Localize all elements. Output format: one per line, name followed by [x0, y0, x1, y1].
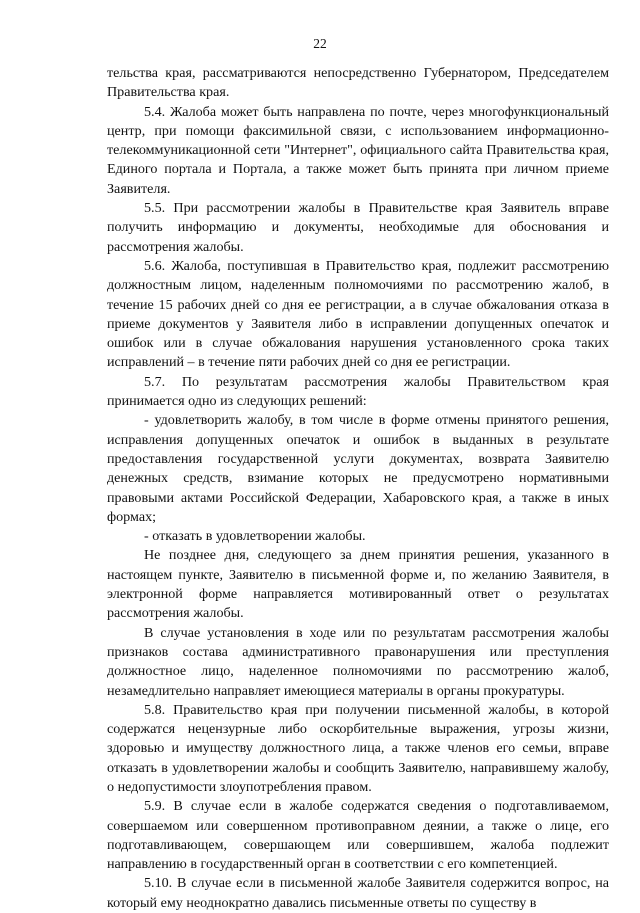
page-number: 22	[313, 36, 327, 51]
paragraph: 5.5. При рассмотрении жалобы в Правительстве края Заявитель вправе получить информацию и документы, необходимые для обоснования и рассмотрения жалобы.	[107, 200, 609, 255]
paragraph: тельства края, рассматриваются непосредственно Губернатором, Председателем Правительства края.	[107, 65, 609, 101]
paragraph: 5.7. По результатам рассмотрения жалобы Правительством края принимается одно из следующих решений:	[107, 373, 609, 410]
paragraph: Не позднее дня, следующего за днем принятия решения, указанного в настоящем пункте, Заявителю в письменной форме и, по желанию Заявителя, в электронной форме направляется мотивированный ответ о результатах рассмотрения жалобы.	[107, 547, 609, 622]
paragraph: - отказать в удовлетворении жалобы.	[144, 528, 366, 545]
paragraph: 5.10. В случае если в письменной жалобе Заявителя содержится вопрос, на который ему неоднократно давались письменные ответы по существу в	[107, 875, 609, 911]
paragraph: 5.6. Жалоба, поступившая в Правительство края, подлежит рассмотрению должностным лицом, наделенным полномочиями по рассмотрению жалоб, в течение 15 рабочих дней со дня ее регистрации, а в случае обжалования отказа в приеме документов у Заявителя либо в исправлении допущенных опечаток и ошибок или в случае обжалования нарушения установленного срока таких исправлений – в течение пяти рабочих дней со дня ее регистрации.	[107, 257, 609, 371]
paragraph: В случае установления в ходе или по результатам рассмотрения жалобы признаков состава административного правонарушения или преступления должностное лицо, наделенное полномочиями по рассмотрению жалоб, незамедлительно направляет имеющиеся материалы в органы прокуратуры.	[107, 624, 609, 699]
paragraph: 5.9. В случае если в жалобе содержатся сведения о подготавливаемом, совершаемом или совершенном противоправном деянии, а также о лице, его подготавливающем, совершающем или совершившем, жалоба подлежит направлению в государственный орган в соответствии с его компетенцией.	[107, 798, 609, 873]
paragraph: 5.4. Жалоба может быть направлена по почте, через многофункциональный центр, при помощи факсимильной связи, с использованием информационно-телекоммуникационной сети "Интернет", официального сайта Правительства края, Единого портала и Портала, а также может быть принята при личном приеме Заявителя.	[107, 103, 609, 197]
paragraph: 5.8. Правительство края при получении письменной жалобы, в которой содержатся нецензурные либо оскорбительные выражения, угрозы жизни, здоровью и имуществу должностного лица, а также членов его семьи, вправе отказать в удовлетворении жалобы и сообщить Заявителю, направившему жалобу, о недопустимости злоупотребления правом.	[107, 701, 609, 795]
paragraph: - удовлетворить жалобу, в том числе в форме отмены принятого решения, исправления допущенных опечаток и ошибок в выданных в результате предоставления государственной услуги документах, возврата Заявителю денежных средств, взимание которых не предусмотрено нормативными правовыми актами Российской Федерации, Хабаровского края, а также в иных формах;	[107, 412, 609, 525]
body-text	[107, 64, 609, 913]
